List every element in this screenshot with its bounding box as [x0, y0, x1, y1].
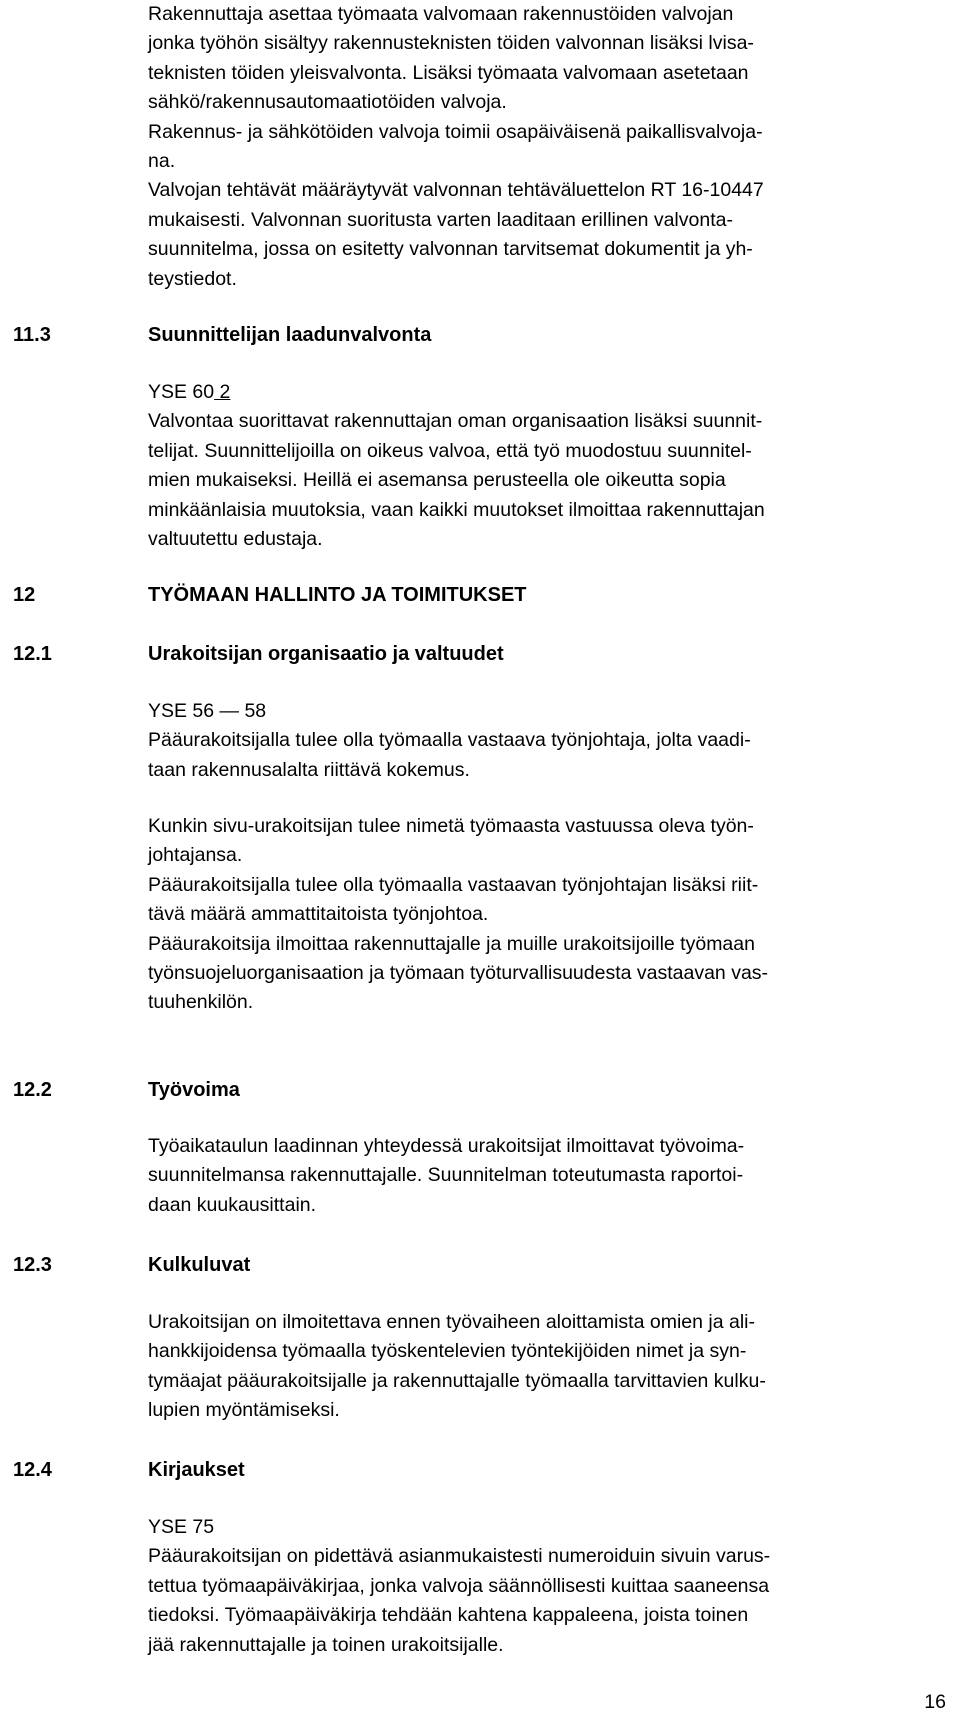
- yse-reference: YSE 75: [148, 1516, 215, 1538]
- section-body-12-1: [148, 697, 948, 785]
- text-line: sähkö/rakennusautomaatiotöiden valvoja.: [148, 91, 507, 114]
- text-line: työnsuojeluorganisaation ja työmaan työturvallisuudesta vastaavan vas-: [148, 962, 769, 985]
- section-number: 12.4: [13, 1459, 52, 1481]
- text-line: taan rakennusalalta riittävä kokemus.: [148, 758, 470, 781]
- text-line: suunnitelmansa rakennuttajalle. Suunnitelman toteutumasta raportoi-: [148, 1164, 744, 1187]
- text-line: Pääurakoitsijalla tulee olla työmaalla vastaava työnjohtaja, jolta vaadi-: [148, 729, 751, 752]
- section-title: TYÖMAAN HALLINTO JA TOIMITUKSET: [148, 584, 527, 606]
- text-line: Rakennuttaja asettaa työmaata valvomaan rakennustöiden valvojan: [148, 3, 734, 25]
- text-line: Kunkin sivu-urakoitsijan tulee nimetä työmaasta vastuussa oleva työn-: [148, 815, 754, 837]
- section-number: 12.1: [13, 643, 52, 665]
- text-line: Pääurakoitsija ilmoittaa rakennuttajalle ja muille urakoitsijoille työmaan: [148, 932, 755, 955]
- section-title: Kirjaukset: [148, 1459, 245, 1481]
- text-line: Valvontaa suorittavat rakennuttajan oman organisaation lisäksi suunnit-: [148, 410, 763, 433]
- section-body-11-3: [148, 378, 948, 554]
- text-line: teystiedot.: [148, 267, 237, 290]
- text-line: tuuhenkilön.: [148, 991, 254, 1014]
- text-line: suunnitelma, jossa on esitetty valvonnan tarvitsemat dokumentit ja yh-: [148, 238, 753, 261]
- yse-reference: YSE 56 — 58: [148, 700, 267, 722]
- intro-paragraph: [148, 0, 948, 294]
- section-body-12-4: [148, 1513, 948, 1660]
- section-title: Suunnittelijan laadunvalvonta: [148, 324, 432, 346]
- section-number: 12.3: [13, 1254, 52, 1276]
- text-line: Rakennus- ja sähkötöiden valvoja toimii osapäiväisenä paikallisvalvoja-: [148, 120, 763, 143]
- text-line: Työaikataulun laadinnan yhteydessä urakoitsijat ilmoittavat työvoima-: [148, 1135, 745, 1157]
- text-line: tiedoksi. Työmaapäiväkirja tehdään kahtena kappaleena, joista toinen: [148, 1604, 749, 1627]
- section-number: 12.2: [13, 1079, 52, 1101]
- text-line: Urakoitsijan on ilmoitettava ennen työvaiheen aloittamista omien ja ali-: [148, 1311, 755, 1333]
- yse-reference: YSE 60 2: [148, 381, 231, 403]
- text-line: Pääurakoitsijan on pidettävä asianmukaistesti numeroiduin sivuin varus-: [148, 1545, 771, 1568]
- text-line: lupien myöntämiseksi.: [148, 1399, 340, 1422]
- section-title: Urakoitsijan organisaatio ja valtuudet: [148, 643, 504, 665]
- text-line: telijat. Suunnittelijoilla on oikeus valvoa, että työ muodostuu suunnitel-: [148, 439, 752, 462]
- text-line: tävä määrä ammattitaitoista työnjohtoa.: [148, 903, 489, 926]
- text-line: jonka työhön sisältyy rakennusteknisten töiden valvonnan lisäksi lvisa-: [148, 32, 754, 55]
- text-line: teknisten töiden yleisvalvonta. Lisäksi työmaata valvomaan asetetaan: [148, 61, 749, 84]
- section-number: 12: [13, 584, 36, 606]
- section-body-12-3: [148, 1308, 948, 1426]
- section-title: Kulkuluvat: [148, 1254, 251, 1276]
- text-line: daan kuukausittain.: [148, 1193, 317, 1216]
- section-body-12-2: [148, 1132, 948, 1220]
- text-line: tettua työmaapäiväkirjaa, jonka valvoja säännöllisesti kuittaa saaneensa: [148, 1574, 770, 1597]
- text-line: jää rakennuttajalle ja toinen urakoitsijalle.: [148, 1633, 504, 1656]
- text-line: mukaisesti. Valvonnan suoritusta varten laaditaan erillinen valvonta-: [148, 208, 733, 231]
- section-number: 11.3: [13, 324, 51, 346]
- text-line: na.: [148, 150, 176, 173]
- page-number: 16: [924, 1691, 946, 1713]
- text-line: tymäajat pääurakoitsijalle ja rakennuttajalle työmaalla tarvittavien kulku-: [148, 1369, 766, 1392]
- section-body-12-1-continued: [148, 812, 948, 1018]
- text-line: Valvojan tehtävät määräytyvät valvonnan tehtäväluettelon RT 16-10447: [148, 179, 764, 202]
- text-line: valtuutettu edustaja.: [148, 528, 323, 551]
- text-line: hankkijoidensa työmaalla työskentelevien työntekijöiden nimet ja syn-: [148, 1340, 747, 1363]
- text-line: mien mukaiseksi. Heillä ei asemansa perusteella ole oikeutta sopia: [148, 469, 726, 492]
- text-line: johtajansa.: [148, 844, 243, 867]
- section-title: Työvoima: [148, 1079, 240, 1101]
- text-line: Pääurakoitsijalla tulee olla työmaalla vastaavan työnjohtajan lisäksi riit-: [148, 873, 759, 896]
- text-line: minkäänlaisia muutoksia, vaan kaikki muutokset ilmoittaa rakennuttajan: [148, 498, 765, 521]
